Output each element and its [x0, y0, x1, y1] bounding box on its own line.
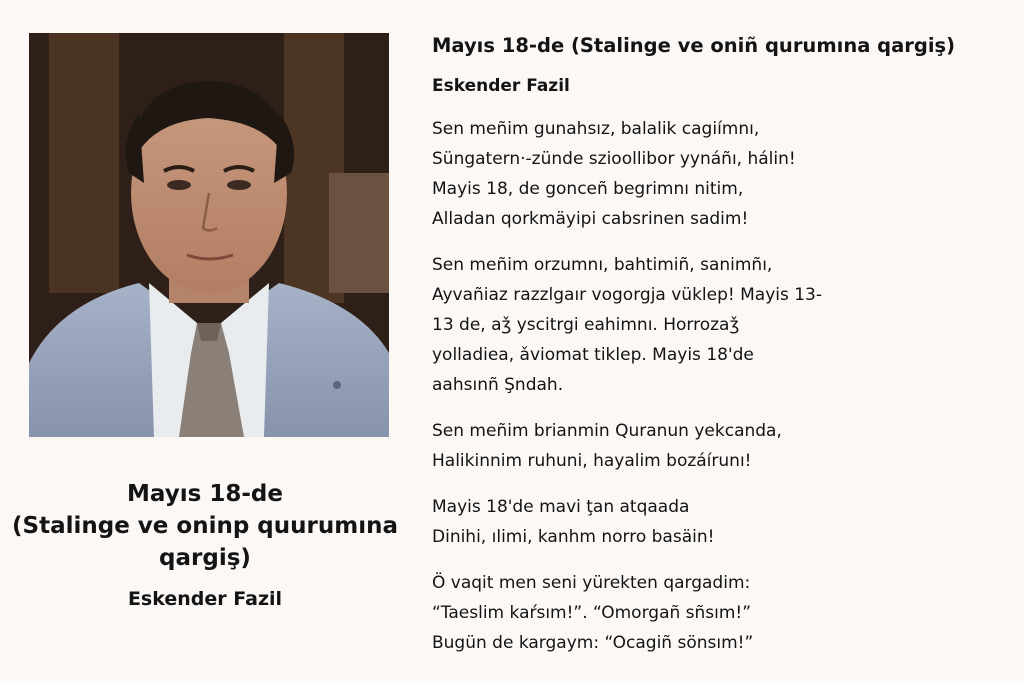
poem-line: Mayis 18'de mavi ţan atqaada [432, 497, 690, 517]
poem-line: Sen meñim orzumnı, bahtimiñ, sanimñı, [432, 255, 773, 275]
poem-line: Sen meñim brianmin Quranun yekcanda, [432, 421, 782, 441]
poem-line: Ö vaqit men seni yürekten qargadim: [432, 573, 751, 593]
poem-line: Sen meñim gunahsız, balalik cagiímnı, [432, 119, 760, 139]
poem-line: Halikinnim ruhuni, hayalim bozáírunı! [432, 451, 752, 471]
poem-line: Mayis 18, de gonceñ begrimnı nitim, [432, 179, 744, 199]
caption-title-line: qargiş) [159, 545, 251, 571]
poem [432, 32, 1012, 658]
caption-title-line: Mayıs 18-de [127, 481, 283, 507]
caption-author: Eskender Fazil [127, 588, 283, 610]
poem-line: Alladan qorkmäyipi cabsrinen sadim! [432, 209, 749, 229]
author-portrait-photo [29, 33, 389, 437]
poem-stanza [432, 250, 1012, 400]
poem-line: Bugün de kargaym: “Ocagiñ sönsım!” [432, 633, 754, 653]
caption-title-line: (Stalinge ve oninp quurumına [12, 513, 398, 539]
portrait-illustration [29, 33, 389, 437]
poem-stanza [432, 416, 1012, 476]
poem-stanza [432, 568, 1012, 658]
poem-line: Süngatern·-zünde szioollibor yynáñı, hálin! [432, 149, 796, 169]
poem-body [432, 114, 1012, 658]
poem-line: “Taeslim kaŕsım!”. “Omorgañ sñsım!” [432, 603, 752, 623]
caption [0, 478, 410, 610]
poem-line: 13 de, aǯ yscitrgi eahimnı. Horrozaǯ [432, 315, 740, 335]
poem-line: Dinihi, ılimi, kanhm norro basäin! [432, 527, 715, 547]
poem-line: Ayvañiaz razzlgaır vogorgja vükleр! Mayis 13- [432, 285, 823, 305]
poem-line: aahsınñ Şndah. [432, 375, 564, 395]
poem-author: Eskender Fazil [432, 76, 570, 96]
caption-title [0, 478, 410, 574]
poem-line: yolladiea, ǎviomat tiklep. Mayis 18'de [432, 345, 754, 365]
poem-title: Mayıs 18-de (Stalinge ve oniñ qurumına qargiş) [432, 34, 956, 57]
poem-stanza [432, 492, 1012, 552]
poem-stanza [432, 114, 1012, 234]
